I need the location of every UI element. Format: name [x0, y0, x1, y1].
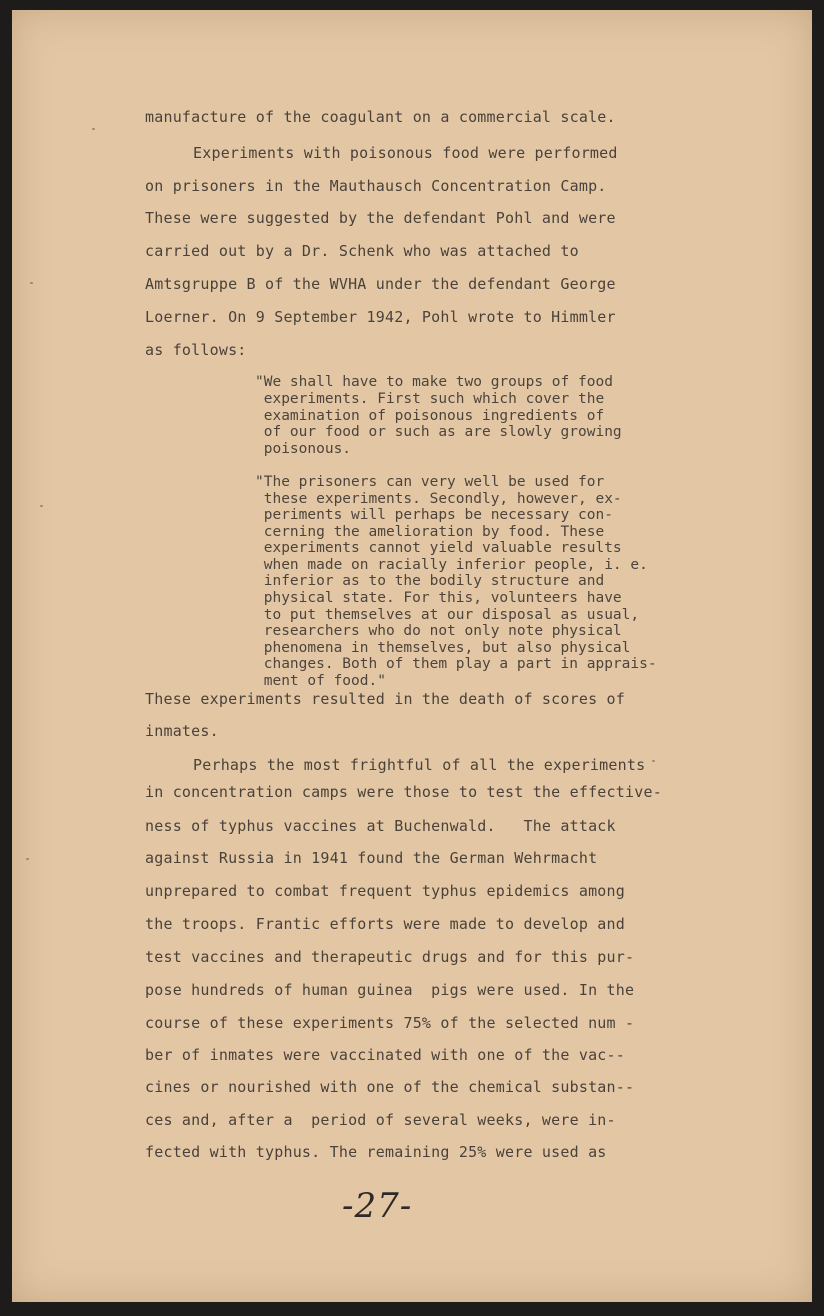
- paper-speck: [26, 858, 29, 860]
- body-line: as follows:: [145, 341, 247, 359]
- quote-line: "We shall have to make two groups of food: [255, 374, 613, 390]
- body-line: Amtsgruppe B of the WVHA under the defendant George: [145, 275, 616, 293]
- paper-speck: [30, 282, 33, 284]
- body-line: manufacture of the coagulant on a commercial scale.: [145, 108, 616, 126]
- quote-line: "The prisoners can very well be used for: [255, 474, 605, 490]
- quote-line: these experiments. Secondly, however, ex-: [255, 491, 622, 507]
- quote-line: experiments cannot yield valuable results: [255, 540, 622, 556]
- body-line: inmates.: [145, 722, 219, 740]
- quote-line: physical state. For this, volunteers have: [255, 590, 622, 606]
- body-line: ces and, after a period of several weeks, were in-: [145, 1111, 616, 1129]
- body-line: the troops. Frantic efforts were made to develop and: [145, 915, 625, 933]
- body-line: pose hundreds of human guinea pigs were used. In the: [145, 981, 635, 999]
- quote-line: ment of food.": [255, 673, 386, 689]
- quote-line: to put themselves at our disposal as usual,: [255, 607, 640, 623]
- page-number: -27-: [342, 1186, 413, 1226]
- quote-line: changes. Both of them play a part in apprais-: [255, 656, 657, 672]
- body-line: in concentration camps were those to test the effective-: [145, 783, 662, 801]
- paper-speck: [92, 128, 95, 130]
- quote-line: cerning the amelioration by food. These: [255, 524, 605, 540]
- quote-line: phenomena in themselves, but also physical: [255, 640, 631, 656]
- typewritten-page: [12, 10, 812, 1302]
- body-line: Loerner. On 9 September 1942, Pohl wrote to Himmler: [145, 308, 616, 326]
- body-line: ber of inmates were vaccinated with one of the vac--: [145, 1046, 625, 1064]
- paper-speck: [652, 760, 655, 762]
- quote-line: researchers who do not only note physical: [255, 623, 622, 639]
- quote-line: of our food or such as are slowly growing: [255, 424, 622, 440]
- body-line: These were suggested by the defendant Pohl and were: [145, 209, 616, 227]
- body-line: on prisoners in the Mauthausch Concentration Camp.: [145, 177, 607, 195]
- body-line: test vaccines and therapeutic drugs and for this pur-: [145, 948, 635, 966]
- quote-line: when made on racially inferior people, i. e.: [255, 557, 648, 573]
- body-line: Experiments with poisonous food were performed: [193, 144, 618, 162]
- body-line: carried out by a Dr. Schenk who was attached to: [145, 242, 579, 260]
- body-line: These experiments resulted in the death of scores of: [145, 690, 625, 708]
- body-line: Perhaps the most frightful of all the experiments: [193, 756, 646, 774]
- body-line: fected with typhus. The remaining 25% were used as: [145, 1143, 607, 1161]
- quote-line: examination of poisonous ingredients of: [255, 408, 605, 424]
- paper-speck: [40, 505, 43, 507]
- quote-line: experiments. First such which cover the: [255, 391, 605, 407]
- body-line: against Russia in 1941 found the German Wehrmacht: [145, 849, 598, 867]
- body-line: unprepared to combat frequent typhus epidemics among: [145, 882, 625, 900]
- body-line: course of these experiments 75% of the selected num -: [145, 1014, 635, 1032]
- quote-line: poisonous.: [255, 441, 352, 457]
- quote-line: inferior as to the bodily structure and: [255, 573, 605, 589]
- body-line: cines or nourished with one of the chemical substan--: [145, 1078, 635, 1096]
- body-line: ness of typhus vaccines at Buchenwald. The attack: [145, 817, 616, 835]
- quote-line: periments will perhaps be necessary con-: [255, 507, 613, 523]
